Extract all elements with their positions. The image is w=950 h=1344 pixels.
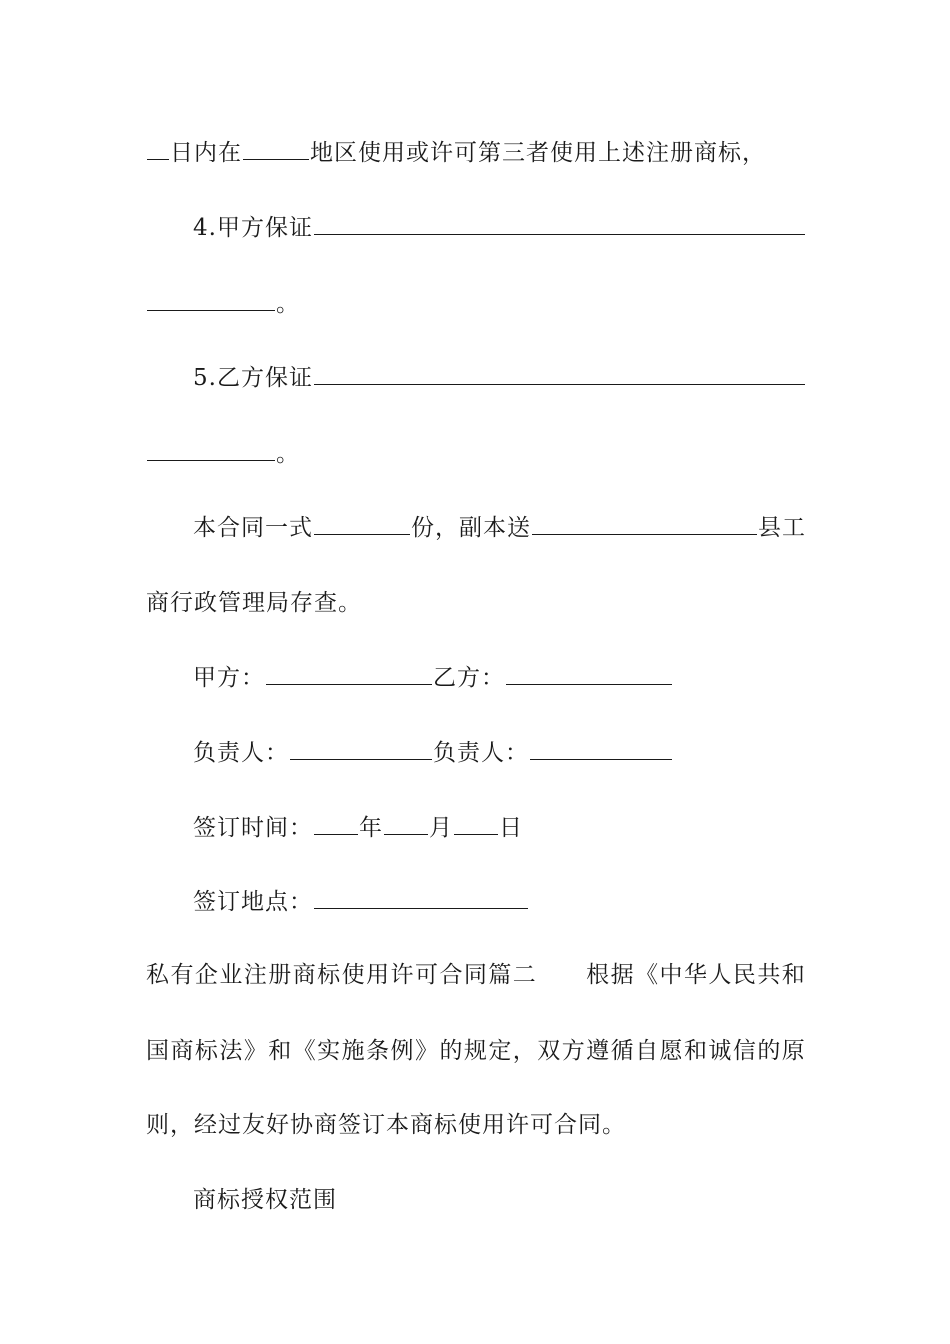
text-char: 根 (586, 962, 611, 988)
copies-text-a: 本合同一式 (193, 515, 313, 541)
item-4-continuation (146, 288, 806, 319)
text-char: 信 (732, 1038, 757, 1064)
section-heading-trademark-scope: 商标授权范围 (193, 1187, 337, 1213)
section-two-line-2 (146, 1036, 806, 1066)
copies-text-c: 县工 (758, 515, 806, 541)
text-char: 合 (439, 962, 464, 988)
blank-signing-place (314, 886, 528, 909)
blank-day (454, 812, 498, 835)
text-char: 标 (317, 962, 342, 988)
text-char: 中 (659, 962, 684, 988)
text-char: 条 (366, 1038, 391, 1064)
text-char: 华 (683, 962, 708, 988)
text-char: 有 (170, 962, 195, 988)
blank-year (314, 812, 358, 835)
responsible-b-label: 负责人： (433, 740, 529, 766)
text-char: 和 (268, 1038, 293, 1064)
text-char: 同 (463, 962, 488, 988)
parties-line (193, 662, 806, 693)
blank-party-a-guarantee (314, 212, 805, 235)
item-4-label: 4.甲方保证 (193, 215, 313, 241)
blank-party-b-guarantee-cont (147, 438, 275, 461)
text-line-usage-terms (146, 137, 806, 168)
text-char: 民 (732, 962, 757, 988)
text-char: 《 (292, 1038, 317, 1064)
copies-continuation: 商行政管理局存查。 (146, 590, 362, 616)
signing-place-label: 签订地点： (193, 889, 313, 915)
blank-month (384, 812, 428, 835)
text-char: 遵 (586, 1038, 611, 1064)
text-char: 标 (194, 1038, 219, 1064)
month-label: 月 (429, 815, 453, 841)
text-char: 注 (243, 962, 268, 988)
section-two-line-3: 则，经过友好协商签订本商标使用许可合同。 (146, 1112, 626, 1138)
text-char (537, 960, 561, 990)
day-label: 日 (499, 815, 523, 841)
text-char: 商 (170, 1038, 195, 1064)
blank-county (532, 512, 757, 535)
blank-party-a (266, 662, 432, 685)
section-two-line-1 (146, 960, 806, 990)
text-days-within: 日内在 (170, 140, 242, 166)
text-char: ， (512, 1038, 537, 1064)
text-char: 》 (243, 1038, 268, 1064)
copies-text-b: 份，副本送 (411, 515, 531, 541)
responsible-a-label: 负责人： (193, 740, 289, 766)
blank-days (147, 137, 169, 160)
signing-time-line (193, 812, 806, 843)
text-char: 商 (292, 962, 317, 988)
text-char: 自 (635, 1038, 660, 1064)
text-char: 循 (610, 1038, 635, 1064)
text-char: 的 (439, 1038, 464, 1064)
blank-party-a-guarantee-cont (147, 288, 275, 311)
text-char: 二 (512, 962, 537, 988)
text-char: 使 (341, 962, 366, 988)
item-5-end: 。 (276, 441, 300, 467)
text-char: 双 (537, 1038, 562, 1064)
text-char (562, 960, 586, 990)
item-5-party-b-guarantee (193, 362, 806, 393)
item-4-end: 。 (276, 291, 300, 317)
text-char: 施 (341, 1038, 366, 1064)
text-char: 私 (146, 962, 170, 988)
text-char: 册 (268, 962, 293, 988)
item-5-continuation (146, 438, 806, 469)
responsible-persons-line (193, 737, 806, 768)
signing-place-line (193, 886, 806, 917)
text-char: 和 (781, 962, 806, 988)
text-char: 诚 (708, 1038, 733, 1064)
text-char: 可 (414, 962, 439, 988)
text-char: 国 (146, 1038, 170, 1064)
text-char: 业 (219, 962, 244, 988)
text-char: 方 (561, 1038, 586, 1064)
text-char: 《 (635, 962, 660, 988)
text-char: 》 (414, 1038, 439, 1064)
text-char: 许 (390, 962, 415, 988)
party-a-label: 甲方： (193, 665, 265, 691)
text-char: 篇 (488, 962, 513, 988)
text-char: 用 (366, 962, 391, 988)
signing-time-label: 签订时间： (193, 815, 313, 841)
text-char: 共 (757, 962, 782, 988)
text-char: 定 (488, 1038, 513, 1064)
item-4-party-a-guarantee (193, 212, 806, 243)
blank-party-b-guarantee (314, 362, 805, 385)
text-region-usage: 地区使用或许可第三者使用上述注册商标， (310, 140, 766, 166)
text-char: 企 (194, 962, 219, 988)
text-char: 实 (317, 1038, 342, 1064)
text-char: 法 (219, 1038, 244, 1064)
copies-clause (193, 512, 806, 543)
text-char: 的 (757, 1038, 782, 1064)
blank-copies-count (314, 512, 410, 535)
item-5-label: 5.乙方保证 (193, 365, 313, 391)
text-char: 例 (390, 1038, 415, 1064)
blank-region (243, 137, 309, 160)
party-b-label: 乙方： (433, 665, 505, 691)
text-char: 和 (683, 1038, 708, 1064)
text-char: 据 (610, 962, 635, 988)
text-char: 人 (708, 962, 733, 988)
blank-responsible-b (530, 737, 672, 760)
text-char: 原 (781, 1038, 806, 1064)
text-char: 愿 (659, 1038, 684, 1064)
text-char: 规 (463, 1038, 488, 1064)
blank-party-b (506, 662, 672, 685)
year-label: 年 (359, 815, 383, 841)
blank-responsible-a (290, 737, 432, 760)
